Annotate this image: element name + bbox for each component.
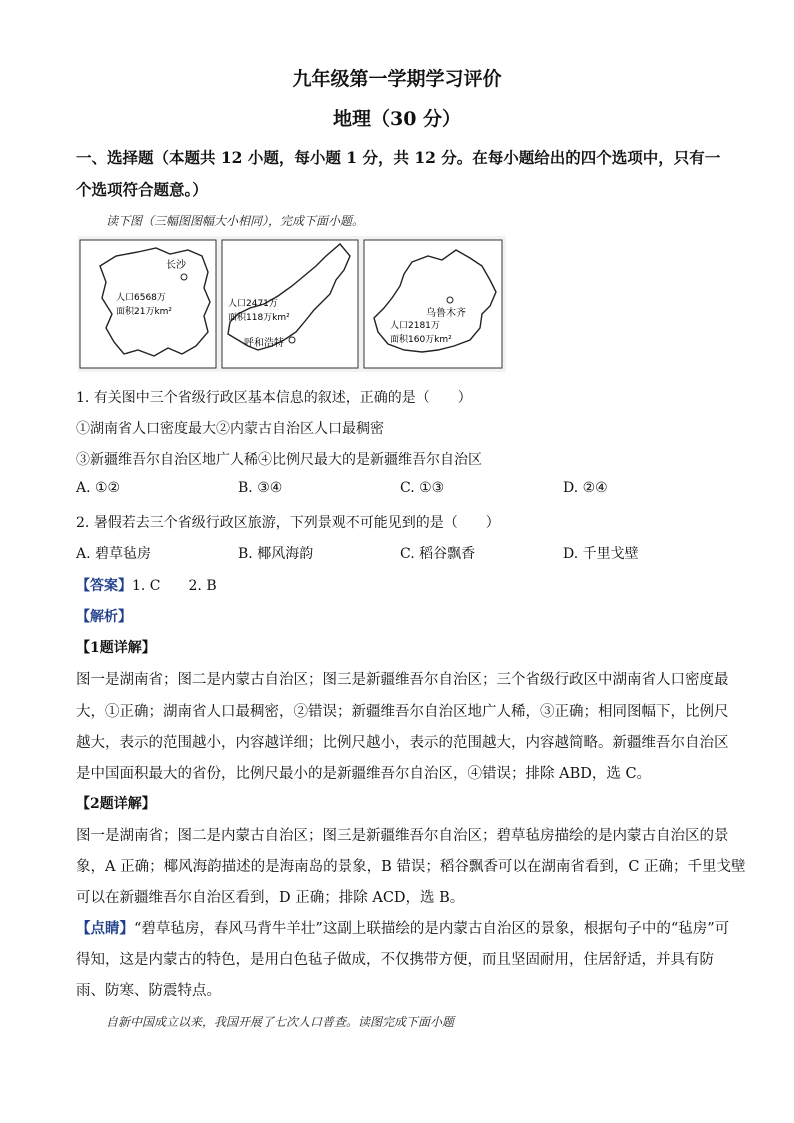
question-1-statement-2: ③新疆维吾尔自治区地广人稀④比例尺最大的是新疆维吾尔自治区 — [76, 452, 482, 468]
detail-1-line: 大，①正确；湖南省人口最稠密，②错误；新疆维吾尔自治区地广人稀，③正确；相同图幅下，比例尺 — [76, 704, 729, 720]
next-intro: 自新中国成立以来，我国开展了七次人口普查。读图完成下面小题 — [106, 1015, 455, 1029]
map-city-label: 呼和浩特 — [244, 338, 284, 349]
analysis-label: 【解析】 — [76, 609, 132, 625]
map-area-label: 面积21万km² — [116, 307, 173, 317]
detail-1-line: 是中国面积最大的省份，比例尺最小的是新疆维吾尔自治区，④错误；排除 ABD，选 C。 — [76, 766, 652, 782]
map-panel-xinjiang — [364, 240, 502, 368]
map-population-label: 人口2181万 — [390, 321, 440, 331]
tip-line — [76, 917, 729, 938]
page-subtitle: 地理（30 分） — [332, 108, 462, 130]
tip-text: “碧草毡房，春风马背牛羊壮”这副上联描绘的是内蒙古自治区的景象，根据句子中的“毡房”可 — [134, 921, 730, 937]
map-panel-hunan — [80, 240, 216, 368]
detail-2-line: 象，A 正确；椰风海韵描述的是海南岛的景象，B 错误；稻谷飘香可以在湖南省看到，C 正确；千里戈壁 — [76, 859, 746, 875]
detail-2-line: 图一是湖南省；图二是内蒙古自治区；图三是新疆维吾尔自治区；碧草毡房描绘的是内蒙古自治区的景 — [76, 828, 729, 844]
question-1-option-c[interactable]: C. ①③ — [400, 480, 445, 496]
map-population-label: 人口2471万 — [228, 299, 278, 309]
map-city-label: 长沙 — [166, 260, 186, 271]
map-area-label: 面积160万km² — [390, 335, 452, 345]
section-heading-line2: 个选项符合题意。） — [76, 180, 208, 199]
question-1-statement-1: ①湖南省人口密度最大②内蒙古自治区人口最稠密 — [76, 421, 384, 437]
map-panel-inner-mongolia — [222, 240, 358, 368]
page-title: 九年级第一学期学习评价 — [292, 68, 502, 90]
map-population-label: 人口6568万 — [116, 293, 166, 303]
tip-line: 得知，这是内蒙古的特色，是用白色毡子做成，不仅携带方便，而且坚固耐用，住居舒适，并具有防 — [76, 952, 714, 968]
tip-label: 【点睛】 — [76, 920, 134, 937]
answer-text: 1. C 2. B — [132, 578, 217, 594]
map-area-label: 面积118万km² — [228, 313, 290, 323]
answer-label: 【答案】 — [76, 578, 132, 594]
map-city-label: 乌鲁木齐 — [426, 308, 466, 319]
answer-line — [76, 575, 217, 595]
question-1-option-a[interactable]: A. ①② — [76, 480, 121, 496]
map-intro: 读下图（三幅图图幅大小相同），完成下面小题。 — [106, 214, 365, 228]
section-heading-line1: 一、选择题（本题共 12 小题，每小题 1 分，共 12 分。在每小题给出的四个选项中，只有一 — [76, 148, 721, 167]
question-2-option-a[interactable]: A. 碧草毡房 — [76, 546, 152, 562]
question-1-stem: 1. 有关图中三个省级行政区基本信息的叙述，正确的是（ ） — [76, 390, 472, 406]
map-figure — [78, 236, 506, 372]
detail-2-line: 可以在新疆维吾尔自治区看到，D 正确；排除 ACD，选 B。 — [76, 890, 465, 906]
question-1-option-d[interactable]: D. ②④ — [563, 480, 608, 496]
question-2-option-c[interactable]: C. 稻谷飘香 — [400, 546, 476, 562]
detail-1-line: 越大，表示的范围越小，内容越详细；比例尺越小，表示的范围越大，内容越简略。新疆维吾尔自治区 — [76, 735, 729, 751]
question-1-option-b[interactable]: B. ③④ — [238, 480, 283, 496]
question-2-option-b[interactable]: B. 椰风海韵 — [238, 546, 314, 562]
detail-2-label: 【2题详解】 — [76, 796, 156, 812]
tip-line: 雨、防寒、防震特点。 — [76, 983, 221, 999]
detail-1-label: 【1题详解】 — [76, 640, 156, 656]
question-2-stem: 2. 暑假若去三个省级行政区旅游，下列景观不可能见到的是（ ） — [76, 515, 500, 531]
detail-1-line: 图一是湖南省；图二是内蒙古自治区；图三是新疆维吾尔自治区；三个省级行政区中湖南省人口密度最 — [76, 672, 729, 688]
question-2-option-d[interactable]: D. 千里戈壁 — [563, 546, 639, 562]
